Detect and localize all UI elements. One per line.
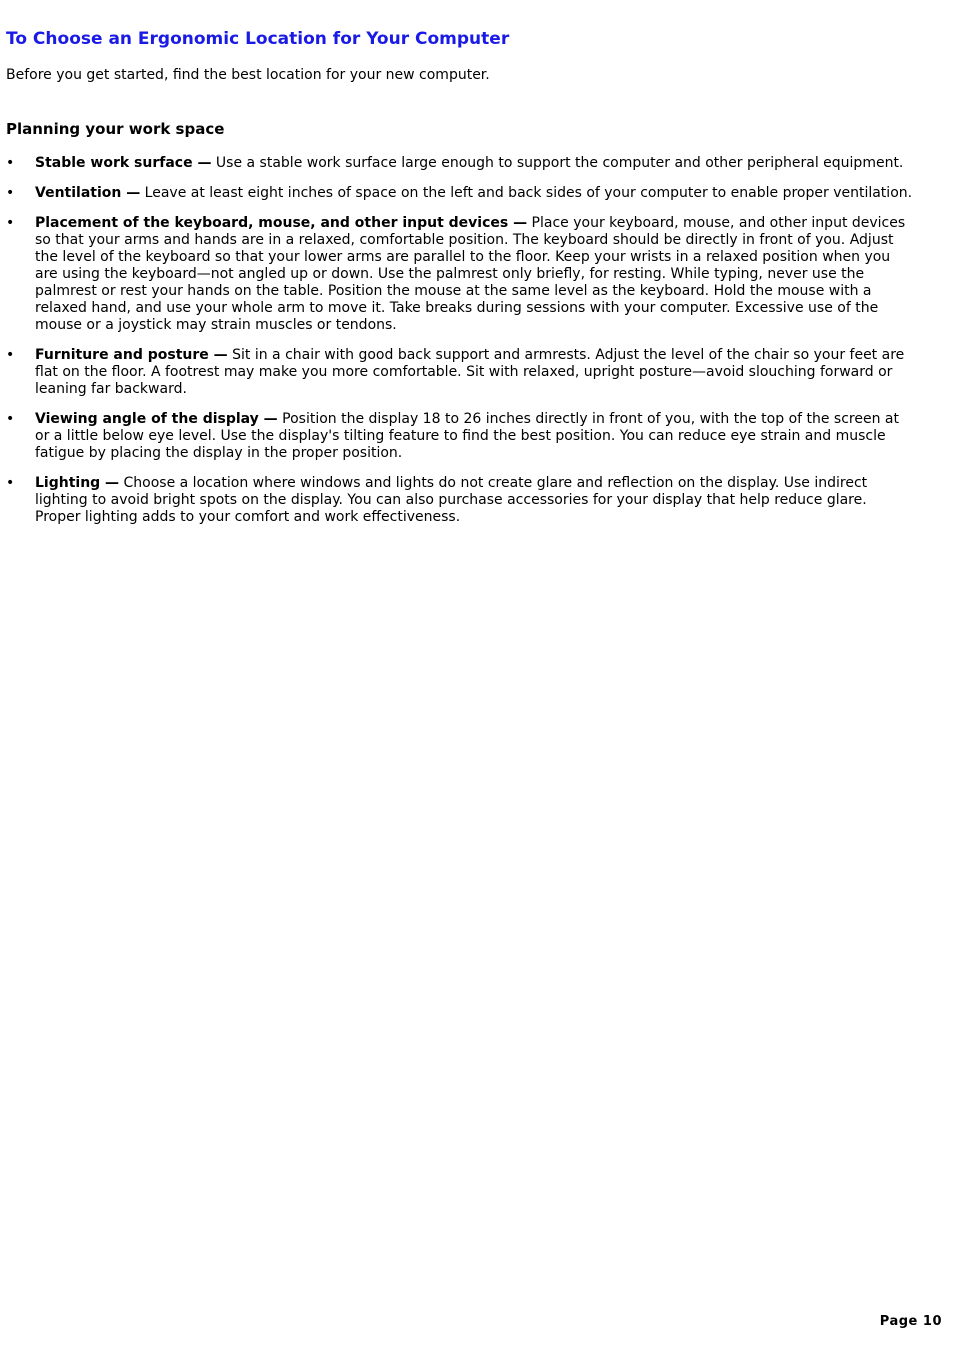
item-term: Viewing angle of the display — <box>35 411 278 427</box>
page-title: To Choose an Ergonomic Location for Your Computer <box>6 29 510 49</box>
list-item <box>6 475 916 526</box>
item-term: Furniture and posture — <box>35 347 228 363</box>
item-term: Placement of the keyboard, mouse, and other input devices — <box>35 215 528 231</box>
bullet-icon: • <box>6 475 15 491</box>
list-item <box>6 155 916 172</box>
bullet-icon: • <box>6 155 15 171</box>
bullet-icon: • <box>6 185 15 201</box>
item-term: Stable work surface — <box>35 155 212 171</box>
list-item <box>6 215 916 334</box>
list-item <box>6 411 916 462</box>
item-text: Use a stable work surface large enough to support the computer and other peripheral equipment. <box>211 155 904 171</box>
page-number: Page 10 <box>879 1314 942 1329</box>
list-item <box>6 347 916 398</box>
item-text: Choose a location where windows and lights do not create glare and reflection on the display. Use indirect lighting to avoid bright spots on the display. You can also purchase accessories for your display that help reduce glare. Proper lighting adds to your comfort and work effectiveness. <box>35 475 868 525</box>
bullet-icon: • <box>6 411 15 427</box>
item-text: Position the display 18 to 26 inches directly in front of you, with the top of the screen at or a little below eye level. Use the display's tilting feature to find the best position. You can reduce eye strain and muscle fatigue by placing the display in the proper position. <box>35 411 899 461</box>
item-term: Ventilation — <box>35 185 141 201</box>
bullet-icon: • <box>6 347 15 363</box>
bullet-icon: • <box>6 215 15 231</box>
list-item <box>6 185 916 202</box>
intro-paragraph: Before you get started, find the best location for your new computer. <box>6 67 490 83</box>
item-text: Leave at least eight inches of space on the left and back sides of your computer to enable proper ventilation. <box>140 185 913 201</box>
section-heading: Planning your work space <box>6 120 225 138</box>
item-term: Lighting — <box>35 475 120 491</box>
item-text: Place your keyboard, mouse, and other input devices so that your arms and hands are in a relaxed, comfortable position. The keyboard should be directly in front of you. Adjust the level of the keyboard so that your lower arms are parallel to the floor. Keep your wrists in a relaxed position when you are using the keyboard—not angled up or down. Use the palmrest only briefly, for resting. While typing, never use the palmrest or rest your hands on the table. Position the mouse at the same level as the keyboard. Hold the mouse with a relaxed hand, and use your whole arm to move it. Take breaks during sessions with your computer. Excessive use of the mouse or a joystick may strain muscles or tendons. <box>35 215 906 333</box>
workspace-list <box>6 155 916 539</box>
item-text: Sit in a chair with good back support and armrests. Adjust the level of the chair so your feet are flat on the floor. A footrest may make you more comfortable. Sit with relaxed, upright posture—avoid slouching forward or leaning far backward. <box>35 347 905 397</box>
